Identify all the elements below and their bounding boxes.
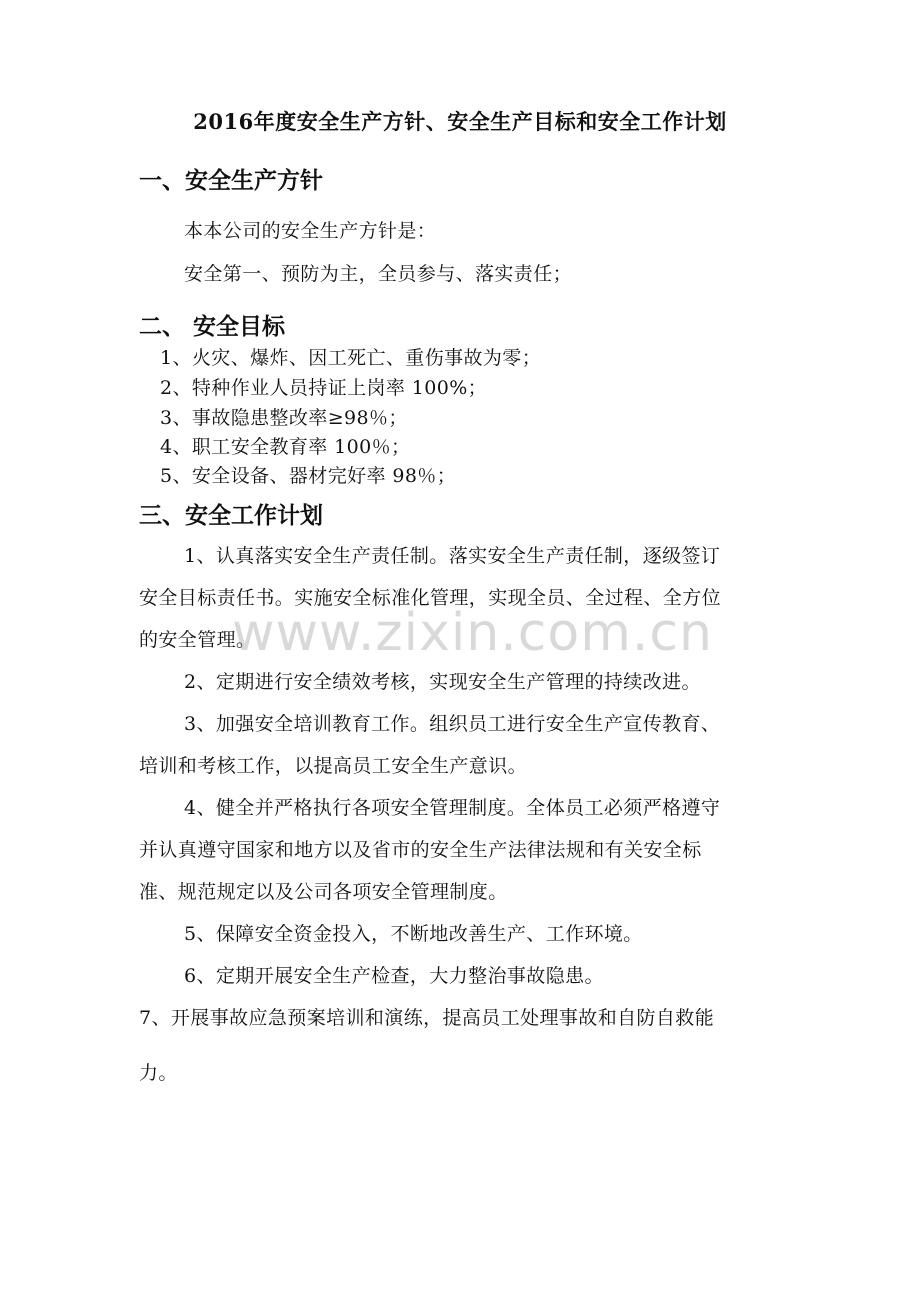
plan-line: 3、加强安全培训教育工作。组织员工进行安全生产宣传教育、 <box>184 713 721 735</box>
goal-item: 3、事故隐患整改率≥98％； <box>160 407 408 429</box>
section-heading-policy: 一、安全生产方针 <box>139 168 323 194</box>
section-heading-goals: 二、 安全目标 <box>139 314 286 340</box>
plan-line: 2、定期进行安全绩效考核，实现安全生产管理的持续改进。 <box>184 671 701 693</box>
plan-line: 7、开展事故应急预案培训和演练，提高员工处理事故和自防自救能 <box>139 1007 715 1029</box>
goal-item: 2、特种作业人员持证上岗率 100%； <box>160 377 488 399</box>
goal-item: 1、火灾、爆炸、因工死亡、重伤事故为零； <box>160 347 542 369</box>
plan-line: 准、规范规定以及公司各项安全管理制度。 <box>139 881 508 903</box>
plan-line: 5、保障安全资金投入，不断地改善生产、工作环境。 <box>184 923 643 945</box>
plan-line: 安全目标责任书。实施安全标准化管理，实现全员、全过程、全方位 <box>139 587 722 609</box>
goal-item: 4、职工安全教育率 100％； <box>160 436 411 458</box>
watermark: www.zixin.com.cn <box>232 603 713 663</box>
plan-line: 培训和考核工作，以提高员工安全生产意识。 <box>139 755 528 777</box>
goal-item: 5、安全设备、器材完好率 98％； <box>160 465 457 487</box>
plan-line: 1、认真落实安全生产责任制。落实安全生产责任制，逐级签订 <box>184 545 721 567</box>
plan-line: 并认真遵守国家和地方以及省市的安全生产法律法规和有关安全标 <box>139 839 702 861</box>
document-title: 2016年度安全生产方针、安全生产目标和安全工作计划 <box>193 109 727 134</box>
plan-line: 6、定期开展安全生产检查，大力整治事故隐患。 <box>184 965 604 987</box>
policy-text: 安全第一、预防为主，全员参与、落实责任； <box>184 263 573 285</box>
section-heading-plan: 三、安全工作计划 <box>139 503 323 529</box>
plan-line: 4、健全并严格执行各项安全管理制度。全体员工必须严格遵守 <box>184 797 721 819</box>
policy-intro: 本本公司的安全生产方针是： <box>184 220 437 242</box>
plan-line: 力。 <box>139 1062 178 1084</box>
plan-line: 的安全管理。 <box>139 629 256 651</box>
